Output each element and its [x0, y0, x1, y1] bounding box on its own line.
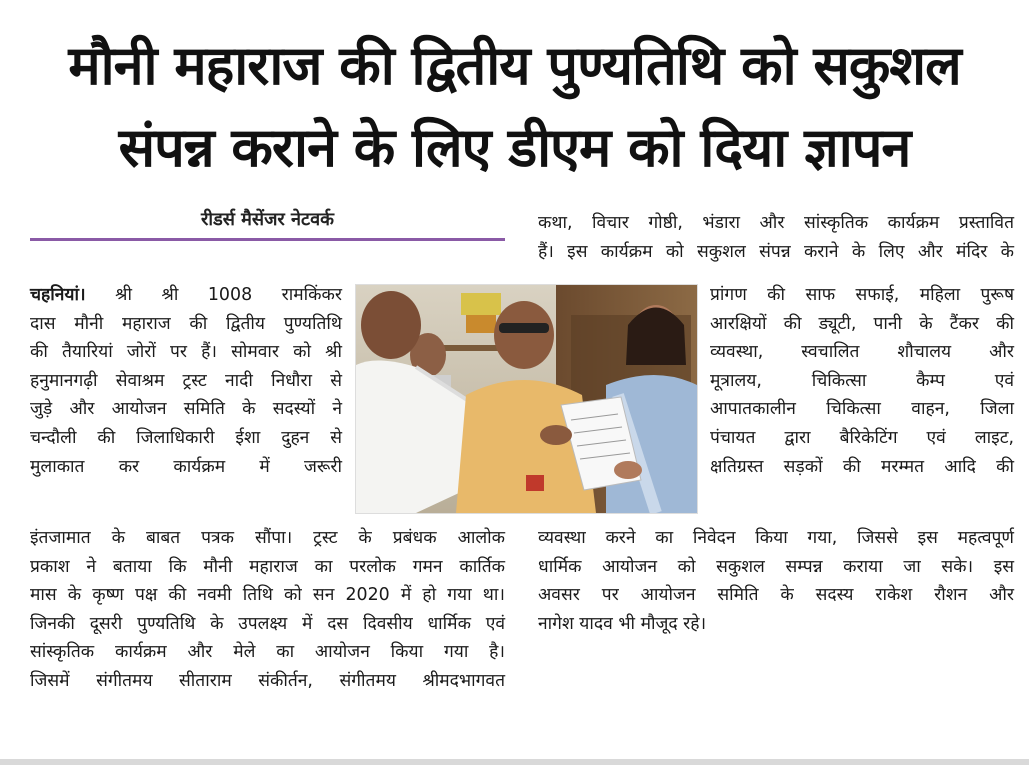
bottom-rule: [0, 759, 1029, 765]
right-narrow-block: [710, 281, 1014, 481]
article-line: जिनकी दूसरी पुण्यतिथि के उपलक्ष्य में दस दिवसीय धार्मिक एवं: [30, 613, 505, 634]
article-line: जिसमें संगीतमय सीताराम संकीर्तन, संगीतमय श्रीमदभागवत: [30, 670, 505, 691]
article-line: हनुमानगढ़ी सेवाश्रम ट्रस्ट नादी निधौरा से: [30, 370, 342, 391]
article-line: व्यवस्था करने का निवेदन किया गया, जिससे इस महत्वपूर्ण: [538, 528, 1014, 548]
article-line: सांस्कृतिक कार्यक्रम और मेले का आयोजन किया गया है।: [30, 642, 505, 663]
left-full-block: [30, 524, 505, 696]
article-line: धार्मिक आयोजन को सकुशल सम्पन्न कराया जा सके। इस: [538, 556, 1014, 577]
article-line: हैं। इस कार्यक्रम को सकुशल संपन्न कराने के लिए और मंदिर के: [538, 241, 1014, 262]
article-line: मूत्रालय, चिकित्सा कैम्प एवं: [710, 370, 1014, 391]
left-narrow-block: [30, 281, 342, 481]
article-line: दास मौनी महाराज की द्वितीय पुण्यतिथि: [30, 313, 342, 334]
article-line: आरक्षियों की ड्यूटी, पानी के टैंकर की: [710, 313, 1014, 334]
right-bottom-block: [538, 524, 1014, 610]
dateline: चहनियां।: [30, 285, 86, 305]
headline-line-1: मौनी महाराज की द्वितीय पुण्यतिथि को सकुशल: [68, 34, 961, 97]
article-line: जुड़े और आयोजन समिति के सदस्यों ने: [30, 399, 342, 420]
right-last-line: [538, 610, 1014, 639]
byline: रीडर्स मैसेंजर नेटवर्क: [201, 209, 334, 230]
article-line: आपातकालीन चिकित्सा वाहन, जिला: [710, 399, 1014, 420]
article-line: क्षतिग्रस्त सड़कों की मरम्मत आदि की: [710, 456, 1014, 477]
article-line: अवसर पर आयोजन समिति के सदस्य राकेश रौशन और: [538, 585, 1014, 606]
headline-line-2: संपन्न कराने के लिए डीएम को दिया ज्ञापन: [118, 116, 911, 179]
article-line: नागेश यादव भी मौजूद रहे।: [538, 614, 707, 634]
article-line: कथा, विचार गोष्ठी, भंडारा और सांस्कृतिक कार्यक्रम प्रस्तावित: [538, 213, 1014, 233]
article-line: की तैयारियां जोरों पर हैं। सोमवार को श्री: [30, 342, 342, 363]
article-line: व्यवस्था, स्वचालित शौचालय और: [710, 342, 1014, 363]
article-line: पंचायत द्वारा बैरिकेटिंग एवं लाइट,: [710, 427, 1014, 448]
article-line: प्रकाश ने बताया कि मौनी महाराज का परलोक गमन कार्तिक: [30, 556, 505, 577]
article-line: प्रांगण की साफ सफाई, महिला पुरूष: [710, 285, 1014, 305]
article-line: इंतजामात के बाबत पत्रक सौंपा। ट्रस्ट के प्रबंधक आलोक: [30, 528, 505, 548]
article-line: चन्दौली की जिलाधिकारी ईशा दुहन से: [30, 427, 342, 448]
byline-rule: [30, 238, 505, 241]
news-photo: [355, 284, 698, 514]
article-line: मास के कृष्ण पक्ष की नवमी तिथि को सन 2020 में हो गया था।: [30, 585, 505, 606]
article-line: चहनियां। श्री श्री 1008 रामकिंकर: [30, 285, 343, 305]
article-line: मुलाकात कर कार्यक्रम में जरूरी: [30, 456, 342, 477]
right-top-block: [538, 209, 1014, 266]
